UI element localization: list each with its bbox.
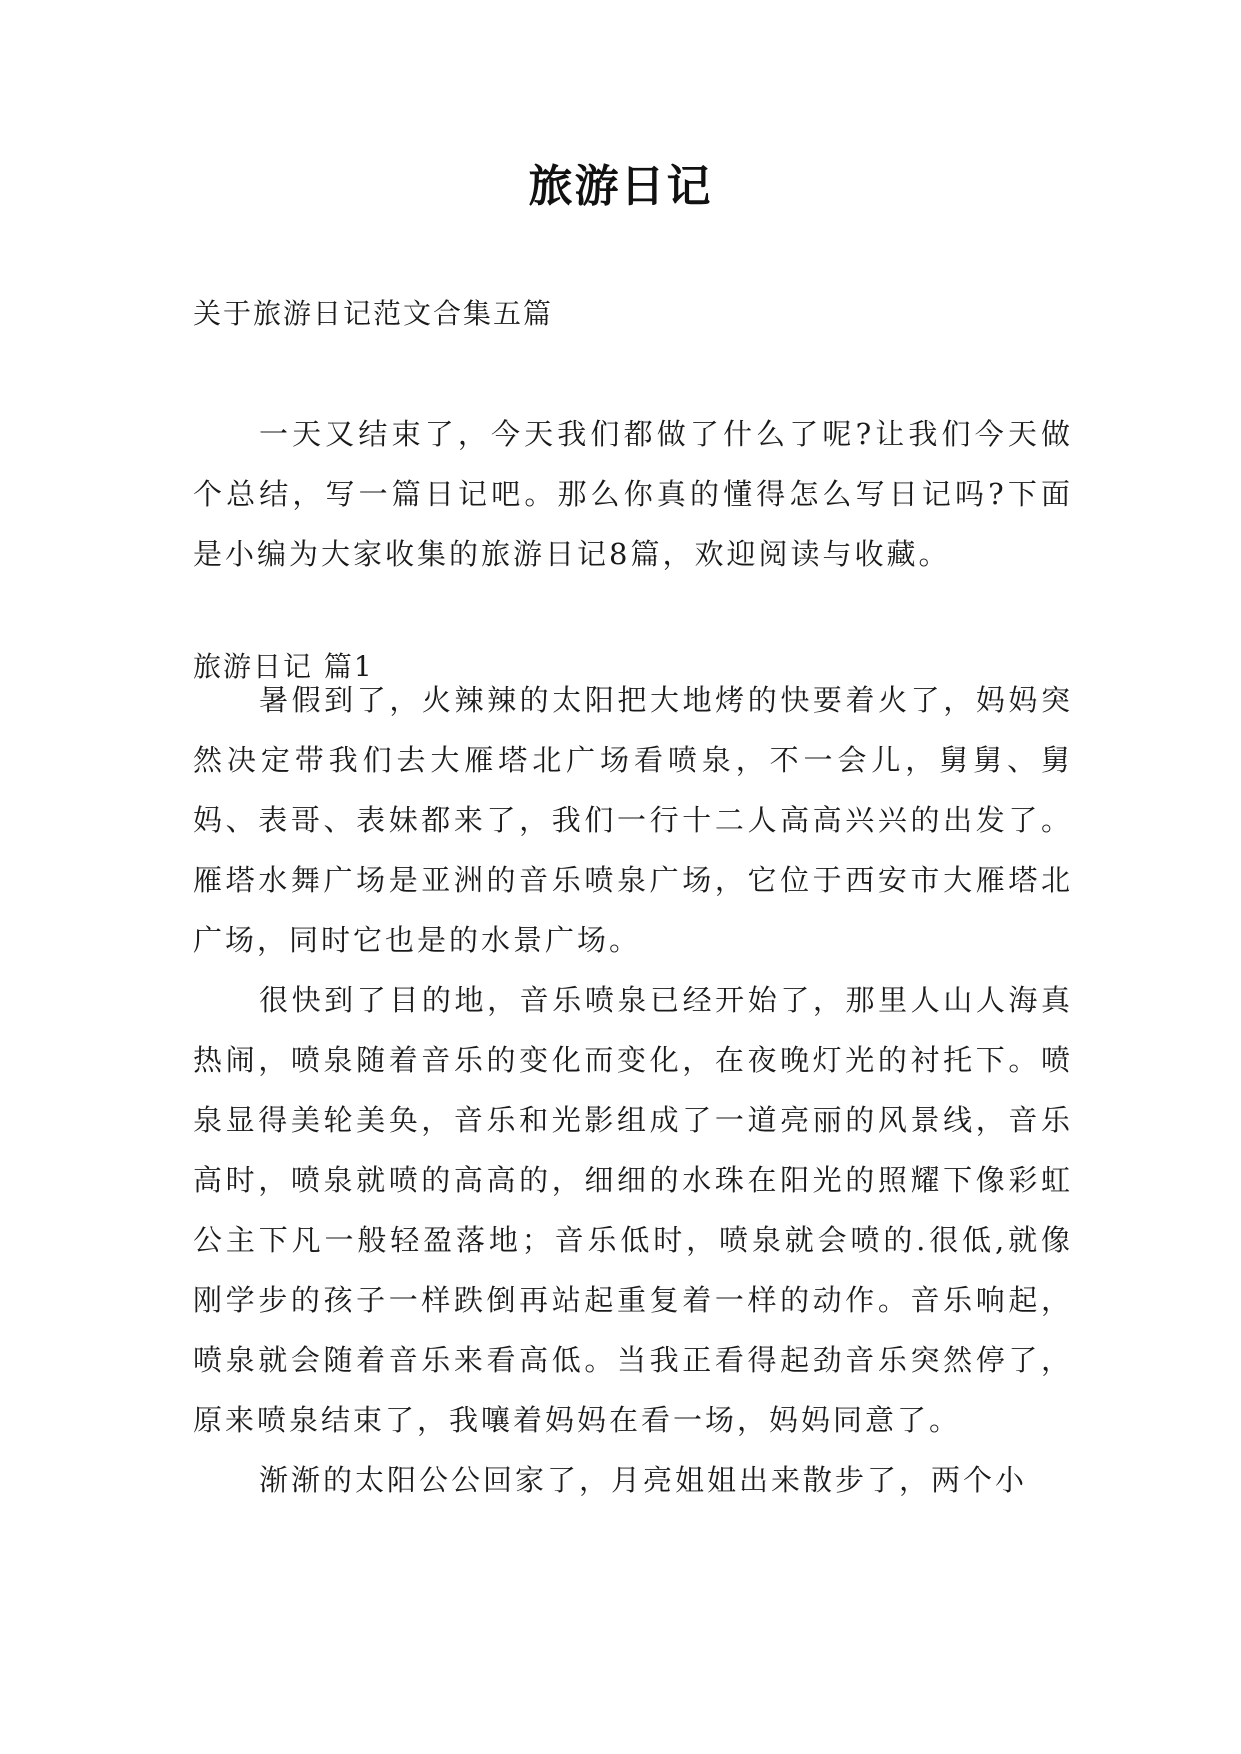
intro-paragraph: 一天又结束了，今天我们都做了什么了呢?让我们今天做个总结，写一篇日记吧。那么你真的懂得怎么写日记吗?下面是小编为大家收集的旅游日记8篇，欢迎阅读与收藏。 — [193, 417, 1073, 571]
page-title: 旅游日记 — [528, 161, 713, 212]
body-paragraph-2: 很快到了目的地，音乐喷泉已经开始了，那里人山人海真热闹，喷泉随着音乐的变化而变化，在夜晚灯光的衬托下。喷泉显得美轮美奂，音乐和光影组成了一道亮丽的风景线，音乐高时，喷泉就喷的高高的，细细的水珠在阳光的照耀下像彩虹公主下凡一般轻盈落地；音乐低时，喷泉就会喷的.很低,就像刚学步的孩子一样跌倒再站起重复着一样的动作。音乐响起，喷泉就会随着音乐来看高低。当我正看得起劲音乐突然停了，原来喷泉结束了，我嚷着妈妈在看一场，妈妈同意了。 — [193, 983, 1073, 1437]
body-paragraph-1: 暑假到了，火辣辣的太阳把大地烤的快要着火了，妈妈突然决定带我们去大雁塔北广场看喷泉，不一会儿，舅舅、舅妈、表哥、表妹都来了，我们一行十二人高高兴兴的出发了。雁塔水舞广场是亚洲的音乐喷泉广场，它位于西安市大雁塔北广场，同时它也是的水景广场。 — [193, 683, 1073, 957]
intro-block — [193, 404, 1073, 584]
document-subtitle: 关于旅游日记范文合集五篇 — [193, 297, 554, 330]
body-paragraph-3: 渐渐的太阳公公回家了，月亮姐姐出来散步了，两个小 — [259, 1463, 1028, 1497]
diary-body — [193, 670, 1073, 1510]
section-heading: 旅游日记 篇1 — [193, 650, 374, 683]
